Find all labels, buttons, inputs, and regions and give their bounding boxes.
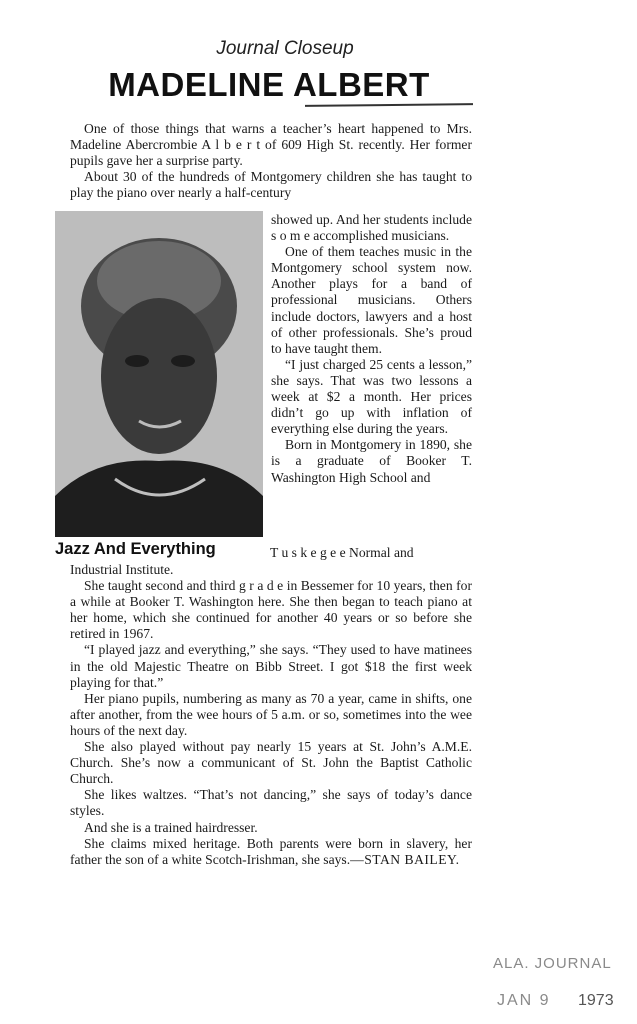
paragraph: Her piano pupils, numbering as many as 70 a year, came in shifts, one after another, from the wee hours of 5 a.m. or so, sometimes into the wee hours of the next day. — [70, 690, 472, 738]
caption-line-text: T u s k e g e e Normal and — [270, 545, 414, 560]
date-stamp: JAN 9 — [497, 992, 551, 1009]
paragraph: And she is a trained hairdresser. — [84, 819, 258, 835]
side-column — [271, 212, 472, 486]
paragraph: One of those things that warns a teacher’s heart happened to Mrs. Madeline Abercrombie A l b e r t of 609 High St. recently. Her former pupils gave her a surprise party. — [70, 121, 472, 169]
lower-text — [70, 562, 472, 868]
paragraph: She also played without pay nearly 15 years at St. John’s A.M.E. Church. She’s now a communicant of St. John the Baptist Catholic Church. — [70, 739, 472, 787]
paragraph-text: She claims mixed heritage. Both parents were born in slavery, her father the son of a white Scotch-Irishman, she says. — [70, 835, 472, 867]
column-kicker: Journal Closeup — [216, 38, 354, 59]
portrait-photo — [55, 211, 263, 537]
paragraph: showed up. And her students include s o m e accomplished musicians. — [271, 212, 472, 244]
paragraph: She likes waltzes. “That’s not dancing,” she says of today’s dance styles. — [70, 787, 472, 819]
byline: —STAN BAILEY. — [350, 851, 460, 867]
paragraph: One of them teaches music in the Montgomery school system now. Another plays for a band of professional musicians. Others include doctors, lawyers and a host of other professionals. She’s proud to have taught them. — [271, 244, 472, 356]
paragraph: About 30 of the hundreds of Montgomery children she has taught to play the piano over nearly a half-century — [70, 169, 472, 201]
paragraph: She taught second and third g r a d e in Bessemer for 10 years, then for a while at Booker T. Washington here. She then began to teach piano at her home, which she continued for another 40 years or so before she retired in 1967. — [70, 578, 472, 642]
newspaper-stamp: ALA. JOURNAL — [493, 955, 612, 972]
paragraph: “I just charged 25 cents a lesson,” she says. That was two lessons a week at $2 a month. Her prices didn’t go up with inflation of everything else during the years. — [271, 356, 472, 437]
year-stamp: 1973 — [578, 992, 614, 1009]
paragraph: “I played jazz and everything,” she says. “They used to have matinees in the old Majestic Theatre on Bibb Street. I got $18 the first week playing for that.” — [70, 642, 472, 690]
final-paragraph — [70, 836, 472, 868]
headline: MADELINE ALBERT — [108, 66, 430, 103]
photo-caption: Jazz And Everything — [55, 540, 216, 558]
headline-rule — [305, 103, 473, 107]
portrait-image — [55, 211, 263, 537]
intro-text — [70, 121, 472, 201]
paragraph: Industrial Institute. — [70, 562, 174, 577]
paragraph: Born in Montgomery in 1890, she is a graduate of Booker T. Washington High School and — [271, 437, 472, 485]
